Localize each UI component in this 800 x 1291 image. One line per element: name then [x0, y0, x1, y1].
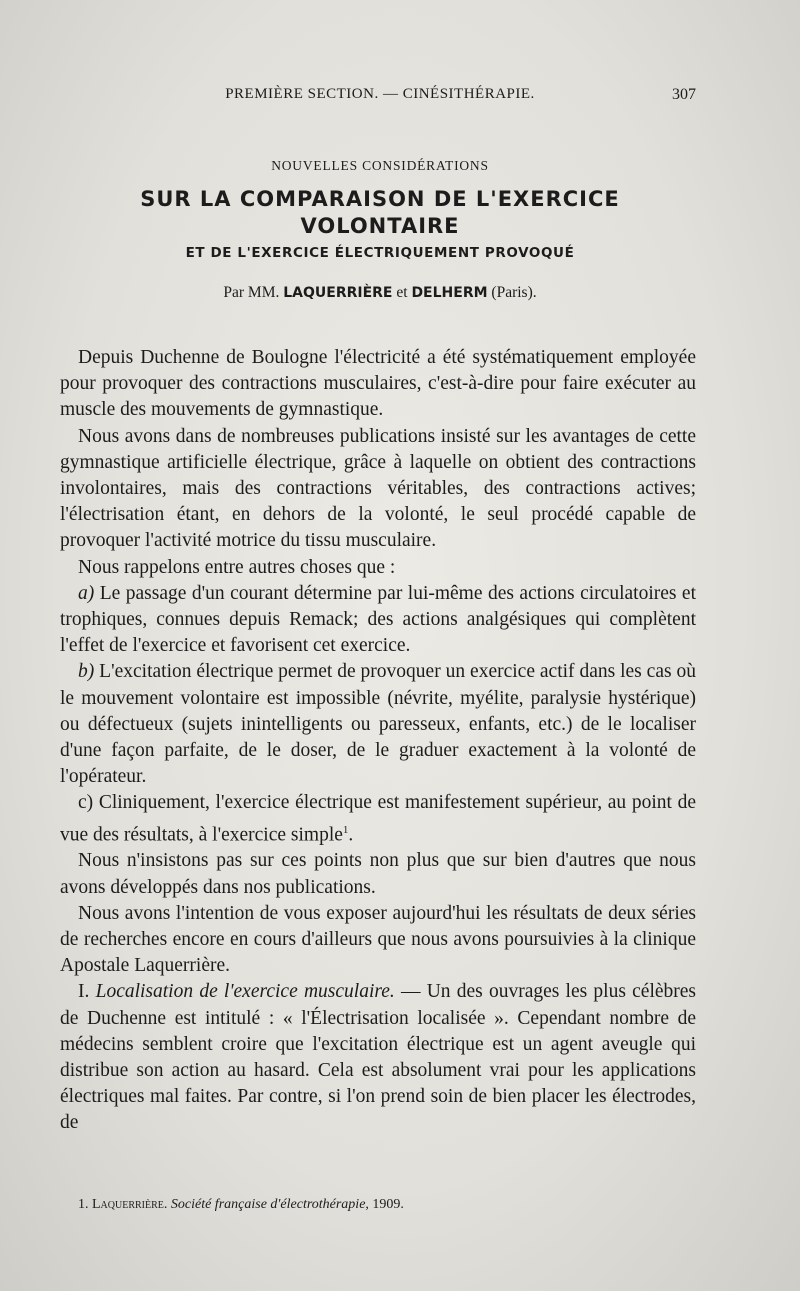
running-head: [60, 86, 700, 108]
footnote: [78, 1197, 698, 1213]
list-item-a: [60, 581, 696, 660]
article-title-line-1: SUR LA COMPARAISON DE L'EXERCICE: [140, 187, 620, 211]
list-item-a-text: Le passage d'un courant détermine par lui-même des actions circulatoires et trophiques, connues depuis Remack; des actions analgésiques qui complètent l'effet de l'exercice et favorisent cet exercice.: [60, 582, 697, 657]
article-body: [60, 345, 696, 1137]
running-head-title: PREMIÈRE SECTION. — CINÉSITHÉRAPIE.: [225, 86, 535, 102]
list-item-c: [60, 790, 696, 848]
paragraph-4: Nous n'insistons pas sur ces points non plus que sur bien d'autres que nous avons développés dans nos publications.: [60, 850, 696, 898]
byline-prefix: Par MM.: [223, 284, 280, 301]
section-text: — Un des ouvrages les plus célèbres de Duchenne est intitulé : « l'Électrisation localisée ». Cependant nombre de médecins semblent croire que l'excitation électrique est un agent aveugle qui distribue son action au hasard. Cela est absolument vrai pour les applications électriques mal faites. Par contre, si l'on prend soin de bien placer les électrodes, de: [60, 981, 697, 1134]
footnote-year: , 1909.: [365, 1197, 404, 1212]
footnote-author: Laquerrière.: [92, 1197, 168, 1212]
paragraph-6: [60, 979, 696, 1136]
paragraph-2: Nous avons dans de nombreuses publications insisté sur les avantages de cette gymnastique artificielle électrique, grâce à laquelle on obtient des contractions involontaires, mais des contractions véritables, des contractions actives; l'électrisation étant, en dehors de la volonté, le seul procédé capable de provoquer l'activité motrice du tissu musculaire.: [60, 425, 696, 552]
author-1: LAQUERRIÈRE: [283, 285, 393, 301]
article-subtitle: ET DE L'EXERCICE ÉLECTRIQUEMENT PROVOQUÉ: [185, 245, 575, 261]
list-item-c-label: c): [78, 792, 94, 814]
list-item-b: [60, 659, 696, 790]
footnote-title: Société française d'électrothérapie: [170, 1197, 366, 1212]
byline: [60, 284, 700, 302]
author-2: DELHERM: [411, 285, 488, 301]
footnote-number: 1.: [78, 1197, 89, 1212]
section-heading: Localisation de l'exercice musculaire.: [95, 981, 395, 1003]
list-item-b-label: b): [78, 661, 95, 683]
article-title: [60, 186, 700, 240]
page-number: 307: [672, 86, 696, 103]
footnote-ref: 1: [342, 823, 349, 836]
section-number: I.: [78, 981, 90, 1003]
article-title-line-2: VOLONTAIRE: [300, 214, 460, 238]
byline-place: (Paris).: [491, 284, 537, 301]
paragraph-1: Depuis Duchenne de Boulogne l'électricité a été systématiquement employée pour provoquer des contractions musculaires, c'est-à-dire pour faire exécuter au muscle des mouvements de gymnastique.: [60, 347, 696, 421]
list-item-c-text: Cliniquement, l'exercice électrique est manifestement supérieur, au point de vue des résultats, à l'exercice simple: [60, 792, 697, 846]
paragraph-5: Nous avons l'intention de vous exposer aujourd'hui les résultats de deux séries de recherches encore en cours d'ailleurs que nous avons poursuivies à la clinique Apostale Laquerrière.: [60, 902, 696, 977]
list-item-c-end: .: [348, 824, 354, 846]
paragraph-3: Nous rappelons entre autres choses que :: [78, 556, 396, 578]
list-item-a-label: a): [78, 582, 95, 604]
byline-and: et: [396, 284, 408, 301]
list-item-b-text: L'excitation électrique permet de provoquer un exercice actif dans les cas où le mouvement volontaire est impossible (névrite, myélite, paralysie hystérique) ou défectueux (sujets inintelligents ou paresseux, enfants, etc.) de le localiser d'une façon parfaite, de le doser, de le graduer exactement à la volonté de l'opérateur.: [60, 661, 696, 788]
article-kicker: NOUVELLES CONSIDÉRATIONS: [271, 158, 489, 173]
